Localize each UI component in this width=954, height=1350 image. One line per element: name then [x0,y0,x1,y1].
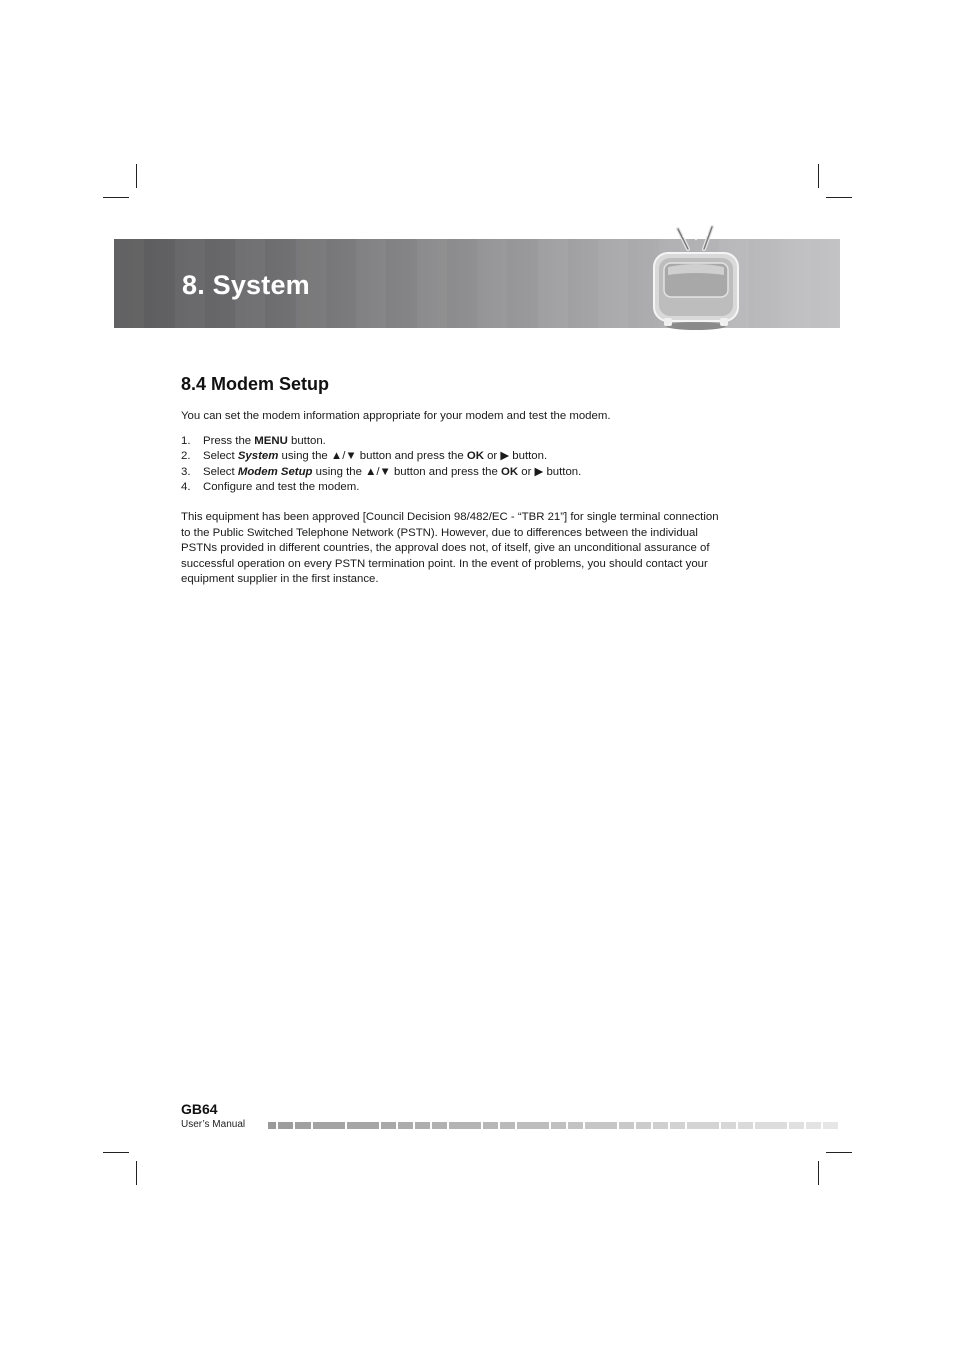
step-number: 4. [181,481,191,494]
footer-bar-segment [653,1122,668,1129]
footer-bar-segment [278,1122,293,1129]
section-content [181,374,761,588]
step-number: 2. [181,450,191,463]
list-item [181,449,761,465]
crop-mark [818,164,819,188]
footer-bar-segment [517,1122,549,1129]
crop-mark [103,197,129,198]
section-title: 8.4 Modem Setup [181,374,330,394]
footer-bar-segment [687,1122,719,1129]
chapter-banner [114,239,840,328]
list-item [181,480,761,496]
list-item [181,434,761,450]
list-item [181,465,761,481]
footer-bar-segment [449,1122,481,1129]
notice-line: successful operation on every PSTN termination point. In the event of problems, you should contact your [181,557,708,570]
crop-mark [136,164,137,188]
step-text: Press the MENU button. [203,434,326,447]
footer-bar-segment [619,1122,634,1129]
menu-key-label: MENU [254,434,288,447]
footer-bar-segment [381,1122,396,1129]
step-number: 1. [181,434,191,447]
footer-bar-segment [755,1122,787,1129]
footer-bar-segment [295,1122,312,1129]
footer-bar-segment [568,1122,583,1129]
step-text: Select Modem Setup using the ▲/▼ button and press the OK or ▶ button. [203,465,582,478]
footer-bar-segment [398,1122,413,1129]
footer-decorative-bar [268,1122,840,1129]
footer-bar-segment [415,1122,430,1129]
footer-bar-segment [268,1122,276,1129]
crop-mark [103,1152,129,1153]
footer-bar-segment [313,1122,345,1129]
footer-bar-segment [721,1122,736,1129]
step-text: Configure and test the modem. [203,481,360,494]
footer-bar-segment [738,1122,753,1129]
menu-item-label: Modem Setup [237,465,313,478]
page-number: GB64 [181,1101,218,1117]
crop-mark [818,1161,819,1185]
footer-bar-segment [823,1122,838,1129]
television-icon [650,219,742,331]
footer-bar-segment [789,1122,804,1129]
chapter-title: 8. System [182,270,310,300]
notice-line: to the Public Switched Telephone Network (PSTN). However, due to differences between the individual [181,526,698,539]
approval-notice [181,510,751,588]
footer-bar-segment [585,1122,617,1129]
footer-bar-segment [432,1122,447,1129]
crop-mark [826,1152,852,1153]
step-text: Select System using the ▲/▼ button and press the OK or ▶ button. [203,450,548,463]
manual-label: User’s Manual [181,1119,246,1130]
notice-line: This equipment has been approved [Council Decision 98/482/EC - “TBR 21”] for single terminal connection [181,510,719,523]
ok-key-label: OK [466,450,484,463]
menu-item-label: System [237,450,279,463]
footer-bar-segment [806,1122,821,1129]
notice-line: equipment supplier in the first instance. [181,573,379,586]
footer-bar-segment [551,1122,566,1129]
notice-line: PSTNs provided in different countries, the approval does not, of itself, give an unconditional assurance of [181,542,710,555]
intro-paragraph: You can set the modem information appropriate for your modem and test the modem. [181,410,611,422]
footer-bar-segment [636,1122,651,1129]
footer-bar-segment [347,1122,379,1129]
crop-mark [826,197,852,198]
footer-bar-segment [500,1122,515,1129]
footer-bar-segment [483,1122,498,1129]
footer-bar-segment [670,1122,685,1129]
crop-mark [136,1161,137,1185]
ok-key-label: OK [500,465,519,478]
steps-list [181,434,761,496]
step-number: 3. [181,465,191,478]
